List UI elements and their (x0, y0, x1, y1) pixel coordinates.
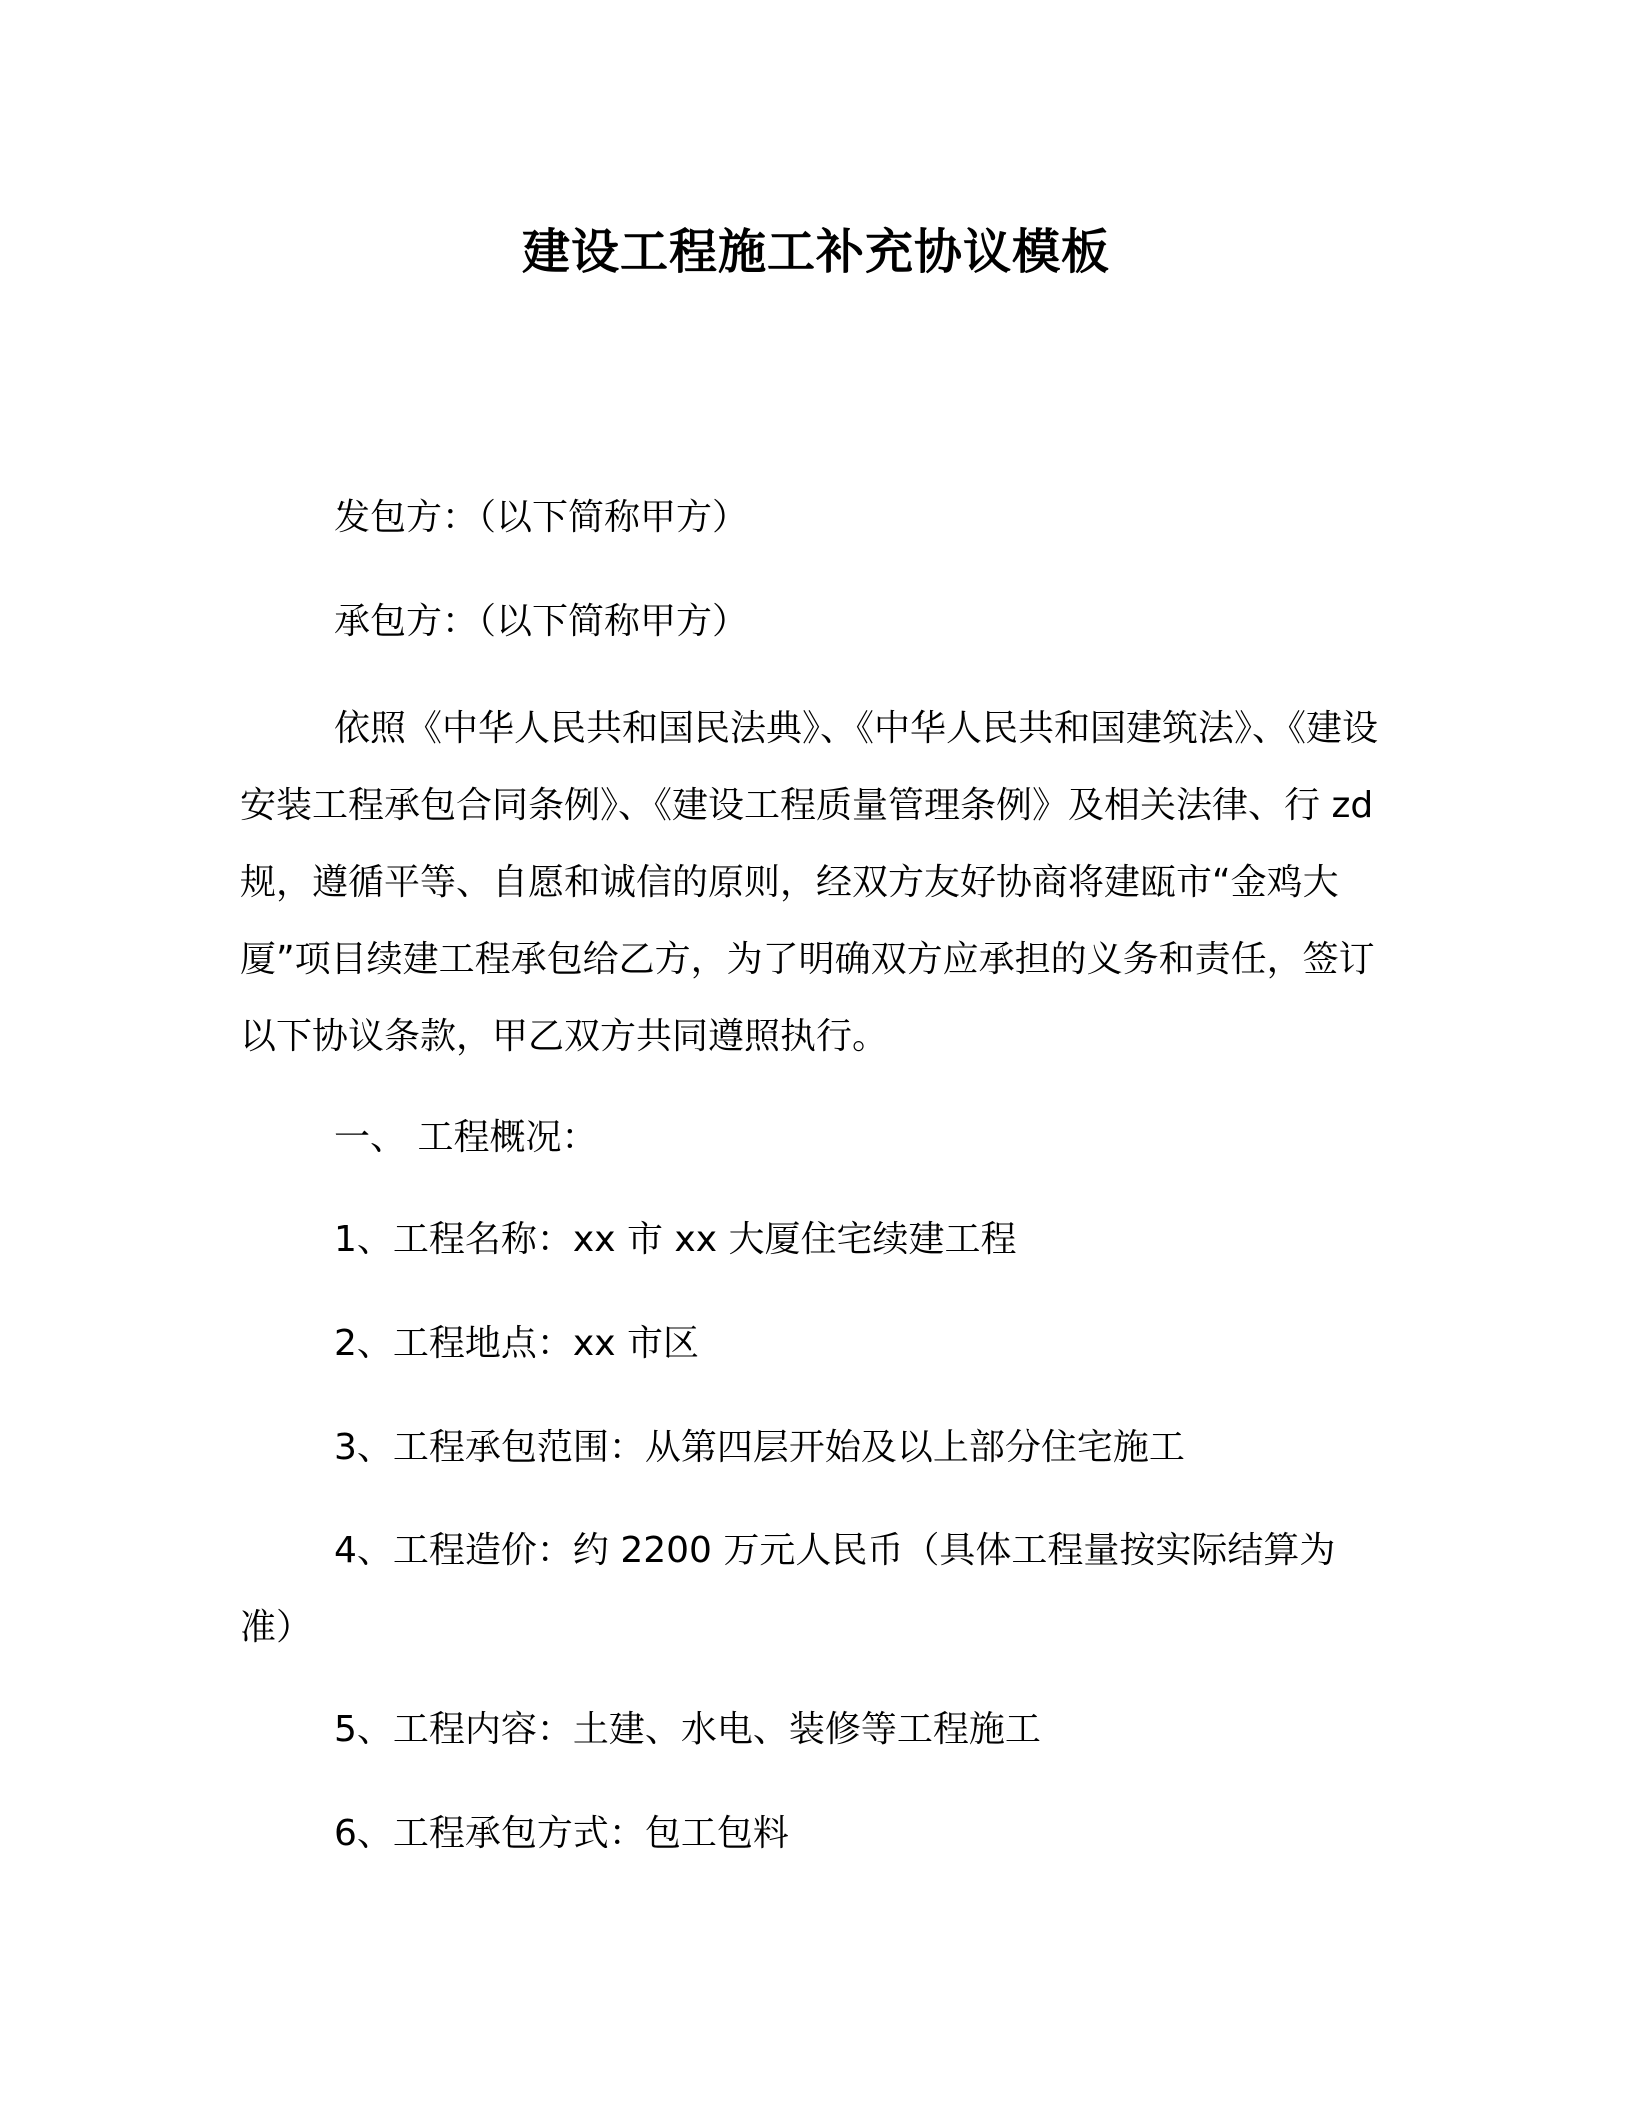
party-b-line: 承包方：（以下简称甲方） (334, 601, 749, 642)
item-project-location: 2、工程地点：xx 市区 (334, 1323, 699, 1364)
item-contract-scope: 3、工程承包范围：从第四层开始及以上部分住宅施工 (334, 1427, 1185, 1468)
party-a-line: 发包方：（以下简称甲方） (334, 497, 749, 538)
item-project-cost: 4、工程造价：约 2200 万元人民币（具体工程量按实际结算为准） (240, 1530, 1336, 1648)
item-project-name: 1、工程名称：xx 市 xx 大厦住宅续建工程 (334, 1219, 1017, 1260)
preamble-paragraph: 依照《中华人民共和国民法典》、《中华人民共和国建筑法》、《建设安装工程承包合同条例》、《建设工程质量管理条例》及相关法律、行 zd 规，遵循平等、自愿和诚信的原则，经双方友好协商将建瓯市“金鸡大厦”项目续建工程承包给乙方，为了明确双方应承担的义务和责任，签订以下协议条款，甲乙双方共同遵照执行。 (240, 708, 1379, 1057)
item-project-content: 5、工程内容：土建、水电、装修等工程施工 (334, 1709, 1041, 1750)
document-title: 建设工程施工补充协议模板 (521, 224, 1110, 280)
section-1-heading: 一、 工程概况： (334, 1117, 598, 1158)
item-contract-method: 6、工程承包方式：包工包料 (334, 1813, 789, 1854)
